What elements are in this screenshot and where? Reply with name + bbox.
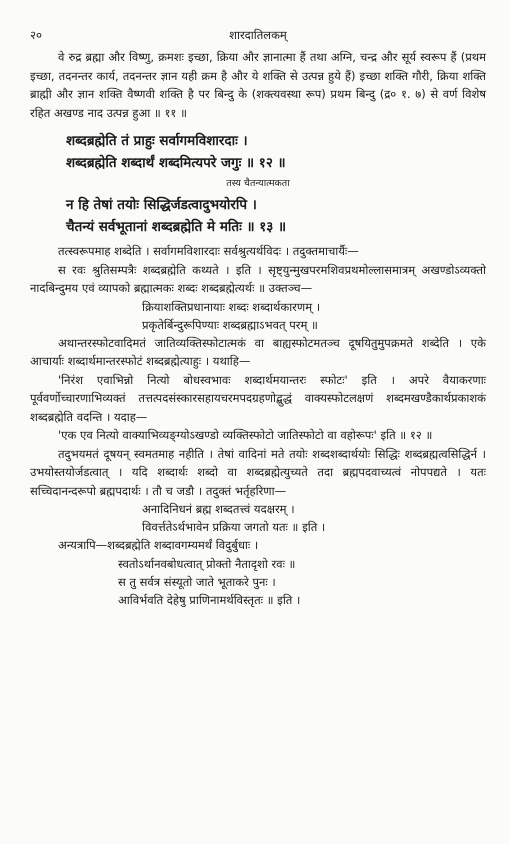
commentary-paragraph: अथान्तरस्फोटवादिमतं जातिव्यक्तिस्फोटात्मकं वा बाह्यस्फोटमतञ्च दूषयितुमुपक्रमते शब्देति । एके आचार्याः शब्दार्थमान्तरस्फोटं शब्दब्रह्मेत्याहुः । यथाहि— [30,335,486,368]
commentary-paragraph: अन्यत्रापि—शब्दब्रह्मेति शब्दावगम्यमर्थं विदुर्बुधाः । [58,538,259,552]
translation-paragraph: वे रुद्र ब्रह्मा और विष्णु, क्रमशः इच्छा, क्रिया और ज्ञानात्मा हैं तथा अग्नि, चन्द्र और सूर्य स्वरूप हैं (प्रथम इच्छा, तदनन्तर कार्य, तदनन्तर ज्ञान यही क्रम है और ये शक्ति से उत्पन्न हुये हैं) इच्छा शक्ति गौरी, क्रिया शक्ति ब्राह्मी और ज्ञान शक्ति वैष्णवी शक्ति है पर बिन्दु के (शक्त्यवस्था रूप) प्रथम बिन्दु (द्र० १. ७) से वर्ण विशेष रहित अखण्ड नाद उत्पन्न हुआ ॥ ११ ॥ [30,50,486,120]
verse-13-line-1: न हि तेषां तयोः सिद्धिर्जडत्वादुभयोरपि । [66,197,257,213]
quote-line: प्रकृतेर्बिन्दुरूपिण्याः शब्दब्रह्माऽभवत् परम् ॥ [142,317,318,332]
page-number: २० [30,28,42,42]
quote-line: क्रियाशक्तिप्रधानायाः शब्दः शब्दार्थकारणम् । [142,299,321,314]
commentary-paragraph: तत्स्वरूपमाह शब्देति । सर्वागमविशारदाः सर्वश्रुत्यर्थविदः । तदुक्तमाचार्यैः— [58,244,359,258]
quote-line: स्वतोऽर्थानवबोधत्वात् प्रोक्तो नैतादृशो रवः ॥ [118,556,296,571]
commentary-paragraph: 'एक एव नित्यो वाक्याभिव्यङ्ग्योऽखण्डो व्यक्तिस्फोटो जातिस्फोटो वा वहोरूपः' इति ॥ १२ ॥ [58,428,433,442]
quote-line: अनादिनिधनं ब्रह्म शब्दतत्त्वं यदक्षरम् । [142,502,295,516]
verse-13-line-2: चैतन्यं सर्वभूतानां शब्दब्रह्मेति मे मतिः ॥ १३ ॥ [66,219,287,235]
commentary-paragraph: स रवः श्रुतिसम्पत्रैः शब्दब्रह्मेति कथ्यते । इति । सृष्ट्युन्मुखपरमशिवप्रथमोल्लासमात्रम् अखण्डोऽव्यक्तो नादबिन्दुमय एवं व्यापको ब्रह्मात्मकः शब्दः शब्दब्रह्मेत्यर्थः ॥ उक्तञ्च— [30,262,486,295]
verse-12-line-2: शब्दब्रह्मेति शब्दार्थं शब्दमित्यपरे जगुः ॥ १२ ॥ [66,155,286,171]
commentary-paragraph: तदुभयमतं दूषयन् स्वमतमाह नहीति । तेषां वादिनां मते तयोः शब्दशब्दार्थयोः सिद्धिः शब्दब्रह्मत्वसिद्धिर्न । उभयोस्तयोर्जडत्वात् । यदि शब्दार्थः शब्दो वा शब्दब्रह्मेत्युच्यते तदा ब्रह्मपदवाच्यत्वं नोपपद्यते । यतः सच्चिदानन्दरूपो ब्रह्मपदार्थः । तौ च जडौ । तदुक्तं भर्तृहरिणा— [30,446,486,498]
running-title: शारदातिलकम् [229,28,287,42]
quote-line: विवर्त्ततेऽर्थभावेन प्रक्रिया जगतो यतः ॥ इति । [142,520,326,534]
page-header [30,28,486,48]
verse-12-line-1: शब्दब्रह्मेति तं प्राहुः सर्वागमविशारदाः । [66,133,248,149]
quote-line: स तु सर्वत्र संस्यूतो जाते भूताकरे पुनः । [118,574,276,589]
quote-line: आविर्भवति देहेषु प्राणिनामर्थविस्तृतः ॥ इति । [118,592,301,607]
commentary-paragraph: 'निरंश एवाभिन्नो नित्यो बोधस्वभावः शब्दार्थमयान्तरः स्फोटः' इति । अपरे वैयाकरणाः पूर्ववर्णोच्चारणाभिव्यक्तं तत्तत्पदसंस्कारसहायचरमपदग्रहणोद्बुद्धं वाक्यस्फोटलक्षणं शब्दमखण्डैकार्थप्रकाशकं शब्दब्रह्मेति वदन्ति । यदाह— [30,372,486,424]
section-caption: तस्य चैतन्यात्मकता [226,178,290,189]
